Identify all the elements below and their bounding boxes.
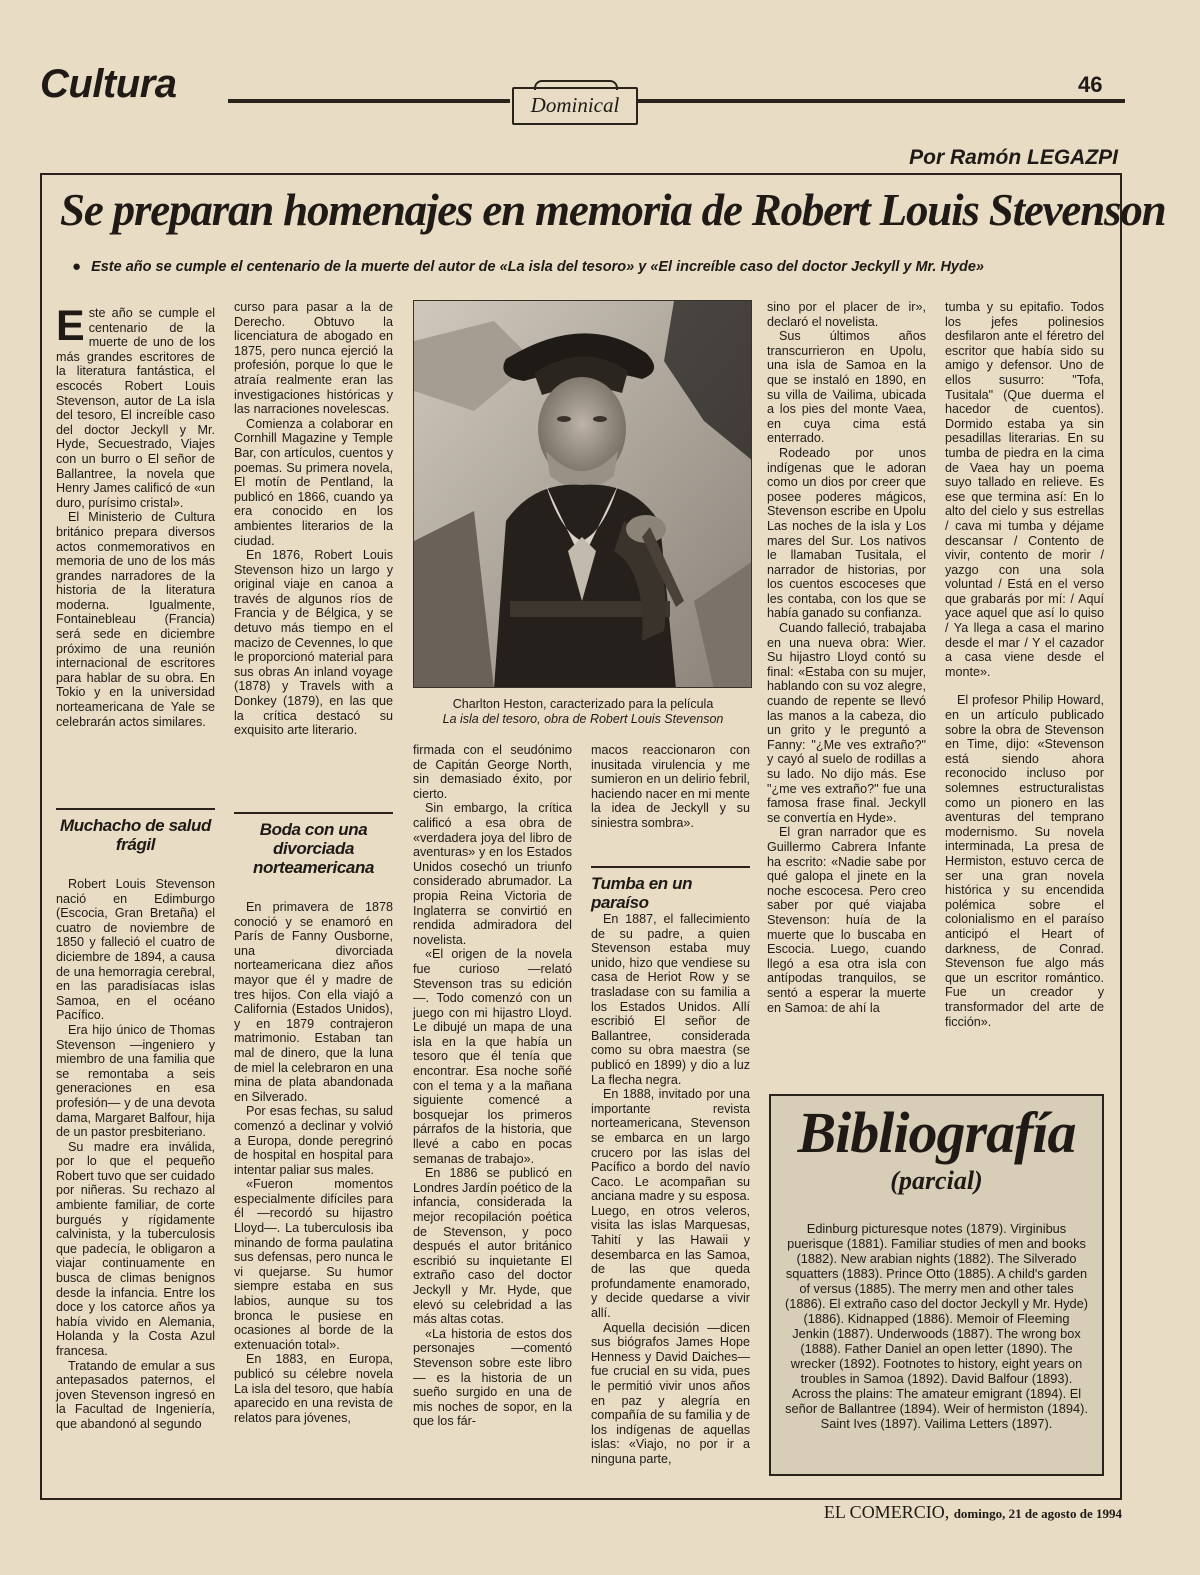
column-1-continued xyxy=(56,877,215,1432)
paragraph: tumba y su epitafio. Todos los jefes polinesios desfilaron ante el féretro del escritor que había sido su amigo y defensor. Uno de ellos susurro: "Tofa, Tusitala" (Que duerma el hacedor de cuentos). Dormido estaba ya sin pesadillas literarias. En su tumba de piedra en la cima de Vaea hay un poema suyo tallado en relieve. Es ese que termina así: En lo alto del cielo y sus estrellas / cava mi tumba y déjame descansar / Contento de vivir, contento de morir / yazgo con una sola voluntad / Está en el verso que grabarás por mí: / Aquí yace aquel que así lo quiso / Ya llega a casa el marino desde el mar / Y el cazador a casa viene desde el monte». xyxy=(945,300,1104,679)
footer xyxy=(824,1502,1122,1523)
paragraph: Tratando de emular a sus antepasados paternos, el joven Stevenson ingresó en la Facultad de Ingeniería, que abandonó al segundo xyxy=(56,1358,215,1431)
paragraph: En 1876, Robert Louis Stevenson hizo un largo y original viaje en canoa a través de algunos ríos de Francia y de Bélgica, y se detuvo más tiempo en el macizo de Cevennes, lo que le proporcionó material para sus obras An inland voyage (1878) y Travels with a Donkey (1879), en las que la crítica destacó su exquisito arte literario. xyxy=(234,548,393,738)
column-5 xyxy=(767,300,926,1015)
column-2-continued xyxy=(234,900,393,1425)
paragraph-text: ste año se cumple el centenario de la muerte de uno de los más grandes escritores de la literatura fantástica, el escocés Robert Louis Stevenson, autor de La isla del tesoro, El increíble caso del doctor Jeckyll y Mr. Hyde, Secuestrado, Viajes con un burro o El señor de Ballantree, la novela que Henry James calificó de «un duro, purísimo cristal». xyxy=(56,306,215,510)
paragraph: En 1887, el fallecimiento de su padre, a quien Stevenson estaba muy unido, hizo que vendiese su casa de Heriot Row y se trasladase con su familia a los Estados Unidos. Allí escribió El señor de Ballantree, considerada como su obra maestra (se publicó en 1899) y dio a luz La flecha negra. xyxy=(591,912,750,1087)
section-title: Cultura xyxy=(40,62,177,106)
paragraph: Sin embargo, la crítica calificó a esa obra de «verdadera joya del libro de aventuras» y en los Estados Unidos cosechó un triunfo considerado abrumador. La propia Reina Victoria de Inglaterra se convirtió en rendida admiradora del novelista. xyxy=(413,801,572,947)
paragraph: Su madre era inválida, por lo que el pequeño Robert tuvo que ser cuidado por niñeras. Su rechazo al ambiente familiar, de corte burgués y rígidamente calvinista, y la tuberculosis que padecía, le obligaron a viajar continuamente en busca de climas benignos desde la infancia. Entre los doce y los catorce años ya había vivido en Alemania, Holanda y la Costa Azul francesa. xyxy=(56,1139,215,1358)
footer-date: domingo, 21 de agosto de 1994 xyxy=(953,1506,1122,1521)
column-2 xyxy=(234,300,393,738)
paragraph: «El origen de la novela fue curioso —relató Stevenson tras su edición—. Todo comenzó con un juego con mi hijastro Lloyd. Le dibujé un mapa de una isla en la que había un tesoro que él tenía que encontrar. Esa noche soñé con el tema y a la mañana siguiente comencé a bosquejar los primeros párrafos de la historia, que llevé a cabo en pocas semanas de trabajo». xyxy=(413,947,572,1166)
photo-illustration xyxy=(414,301,752,688)
photo-charlton-heston xyxy=(413,300,752,688)
newspaper-name: EL COMERCIO, xyxy=(823,1502,950,1522)
paragraph: macos reaccionaron con inusitada virulencia y me sumieron en un delirio febril, haciendo nacer en mi mente la idea de Jeckyll y su siniestra sombra». xyxy=(591,743,750,830)
header-rule-right xyxy=(637,99,1125,103)
column-6 xyxy=(945,300,1104,1029)
subhead-tumba: Tumba en un paraíso xyxy=(591,866,750,912)
header-rule-left xyxy=(228,99,510,103)
paragraph: curso para pasar a la de Derecho. Obtuvo la licenciatura de abogado en 1875, pero nunca ejerció la profesión, porque lo que le atraía realmente eran las investigaciones históricas y las narraciones novelescas. xyxy=(234,300,393,417)
paragraph: Comienza a colaborar en Cornhill Magazine y Temple Bar, con artículos, cuentos y poemas. Su primera novela, El motín de Pentland, la publicó en 1866, cuando ya era conocido en los ambientes literarios de la ciudad. xyxy=(234,416,393,548)
page-number: 46 xyxy=(1078,72,1103,97)
column-4-continued xyxy=(591,912,750,1467)
paragraph: En primavera de 1878 conoció y se enamoró en París de Fanny Ousborne, una divorciada norteamericana diez años mayor que él y madre de tres hijos. Con ella viajó a California (Estados Unidos), y en 1879 contrajeron matrimonio. Estaban tan mal de dinero, que la luna de miel la celebraron en una mina de plata abandonada en Silverado. xyxy=(234,900,393,1104)
article-title: Se preparan homenajes en memoria de Robert Louis Stevenson xyxy=(60,185,1166,235)
paragraph: Por esas fechas, su salud comenzó a declinar y volvió a Europa, donde peregrinó de hospital en hospital para intentar paliar sus males. xyxy=(234,1104,393,1177)
supplement-badge: Dominical xyxy=(512,87,638,125)
paragraph: En 1883, en Europa, publicó su célebre novela La isla del tesoro, que había aparecido en una revista de relatos para jóvenes, xyxy=(234,1352,393,1425)
column-1 xyxy=(56,302,215,729)
paragraph: El Ministerio de Cultura británico prepara diversos actos conmemorativos en memoria de uno de los más grandes narradores de la historia de la literatura moderna. Igualmente, Fontainebleau (Francia) será sede en diciembre próximo de una reunión internacional de escritores para hablar de su obra. En Tokio y en la universidad norteamericana de Yale se celebrarán actos similares. xyxy=(56,510,215,729)
drop-cap: E xyxy=(56,302,85,350)
column-3 xyxy=(413,743,572,1429)
paragraph: Cuando falleció, trabajaba en una nueva obra: Wier. Su hijastro Lloyd contó su final: «Estaba con su mujer, hablando con su voz alegre, cuando de repente se llevó las manos a la cabeza, dio un grito y le preguntó a Fanny: "¿Me ves extraño?" y cayó al suelo de rodillas a su lado. No dijo más. Ese "¿me ves extraño?" fue una famosa frase final. Jeckyll se convertía en Hyde». xyxy=(767,621,926,825)
caption-line-2: La isla del tesoro, obra de Robert Louis Stevenson xyxy=(442,712,724,726)
paragraph: El profesor Philip Howard, en un artículo publicado sobre la obra de Stevenson en Time, dijo: «Stevenson está siendo ahora reconocido incluso por solemnes estructuralistas como un pionero en las aventuras del temprano modernismo. Su novela interminada, La presa de Hermiston, estuvo cerca de ser una gran novela histórica y su encendida polémica sobre el colonialismo en el paraíso anticipó el Heart of darkness, de Conrad. Stevenson fue algo más que un escritor romántico. Fue un creador y transformador del arte de ficción». xyxy=(945,693,1104,1029)
paragraph: Aquella decisión —dicen sus biógrafos James Hope Henness y David Daiches— fue crucial en su vida, pues le permitió vivir unos años en paz y alegría en compañía de su familia y de los indígenas de aquellas islas: «Viajo, no por ir a ninguna parte, xyxy=(591,1320,750,1466)
paragraph: firmada con el seudónimo de Capitán George North, sin demasiado éxito, por cierto. xyxy=(413,743,572,801)
bullet-icon: ● xyxy=(72,258,82,275)
paragraph: Era hijo único de Thomas Stevenson —ingeniero y miembro de una familia que se remontaba a seis generaciones en esa profesión— y de una devota dama, Margaret Balfour, hija de un pastor presbiteriano. xyxy=(56,1022,215,1140)
subhead-boda: Boda con una divorciada norteamericana xyxy=(234,812,393,877)
paragraph: El gran narrador que es Guillermo Cabrera Infante ha escrito: «Nadie sabe por qué galopa el jinete en la noche escocesa. Pero creo saber por qué viajaba Stevenson: huía de la muerte que lo buscaba en Escocia. Luego, cuando llegó a esa otra isla con antípodas tranquilos, se sentó a esperar la muerte en Samoa: de ahí la xyxy=(767,825,926,1015)
paragraph: En 1888, invitado por una importante revista norteamericana, Stevenson se embarca en un largo crucero por las islas del Pacífico a bordo del navío Caco. Le acompañan su anciana madre y su esposa. Luego, en otros veleros, visita las islas Marquesas, Tahití y las Hawaii y desembarca en las Samoa, de las que queda profundamente enamorado, y decide quedarse a vivir allí. xyxy=(591,1087,750,1321)
paragraph: «La historia de estos dos personajes —comentó Stevenson sobre este libro— es la historia de un sueño surgido en una de mis noches de sopor, en la que los fár- xyxy=(413,1326,572,1429)
paragraph xyxy=(56,302,215,510)
bibliography-title: Bibliografía xyxy=(797,1100,1076,1165)
paragraph: Sus últimos años transcurrieron en Upolu, una isla de Samoa en la que se instaló en 1890, en su villa de Vailima, ubicada a los pies del monte Vaea, en cuya cima está enterrado. xyxy=(767,329,926,446)
paragraph: Robert Louis Stevenson nació en Edimburgo (Escocia, Gran Bretaña) el cuatro de noviembre de 1850 y falleció el cuatro de diciembre de 1894, a causa de una hemorragia cerebral, en las paradisíacas islas Samoa, en el océano Pacífico. xyxy=(56,877,215,1023)
column-4 xyxy=(591,743,750,831)
paragraph: Rodeado por unos indígenas que le adoran como un dios por creer que posee poderes mágicos, Stevenson escribe en Upolu Las noches de la isla y Los mares del Sur. Los nativos le llamaban Tusitala, el narrador de historias, por los cuentos escoceses que les contaba, con los que se había ganado su confianza. xyxy=(767,445,926,621)
caption-line-1: Charlton Heston, caracterizado para la película xyxy=(452,697,714,711)
bibliography-list: Edinburg picturesque notes (1879). Virginibus puerisque (1881). Familiar studies of men and books (1882). New arabian nights (1882). The Silverado squatters (1883). Prince Otto (1885). A child's garden of versus (1885). The merry men and other tales (1886). El extraño caso del doctor Jeckyll y Mr. Hyde) (1886). Kidnapped (1886). Memoir of Fleeming Jenkin (1887). Underwoods (1887). The wrong box (1888). Father Daniel an open letter (1890). The wrecker (1892). Footnotes to history, eight years on troubles in Samoa (1892). David Balfour (1893). Across the plains: The amateur emigrant (1894). El señor de Ballantree (1894). Weir of hermiston (1894). Saint Ives (1897). Vailima Letters (1897). xyxy=(785,1221,1088,1431)
photo-caption xyxy=(410,697,756,727)
subhead-muchacho: Muchacho de salud frágil xyxy=(56,808,215,854)
paragraph: «Fueron momentos especialmente difíciles para él —recordó su hijastro Lloyd—. La tuberculosis iba minando de forma paulatina sus defensas, pero nunca le vi quejarse. Su humor siempre estaba en sus labios, aunque su tos bronca le pusiese en ocasiones al borde de la extenuación total». xyxy=(234,1177,393,1352)
byline: Por Ramón LEGAZPI xyxy=(909,146,1118,169)
subtitle-text: Este año se cumple el centenario de la muerte del autor de «La isla del tesoro» y «El increíble caso del doctor Jeckyll y Mr. Hyde» xyxy=(91,259,984,275)
paragraph: sino por el placer de ir», declaró el novelista. xyxy=(767,300,926,329)
article-subtitle xyxy=(72,258,1112,275)
bibliography-subtitle: (parcial) xyxy=(890,1166,983,1195)
paragraph: En 1886 se publicó en Londres Jardín poético de la infancia, considerada la mejor recopilación poética de Stevenson, y poco después el autor británico escribió su inquietante El extraño caso del doctor Jeckyll y Mr. Hyde, que elevó su celebridad a las más altas cotas. xyxy=(413,1166,572,1327)
